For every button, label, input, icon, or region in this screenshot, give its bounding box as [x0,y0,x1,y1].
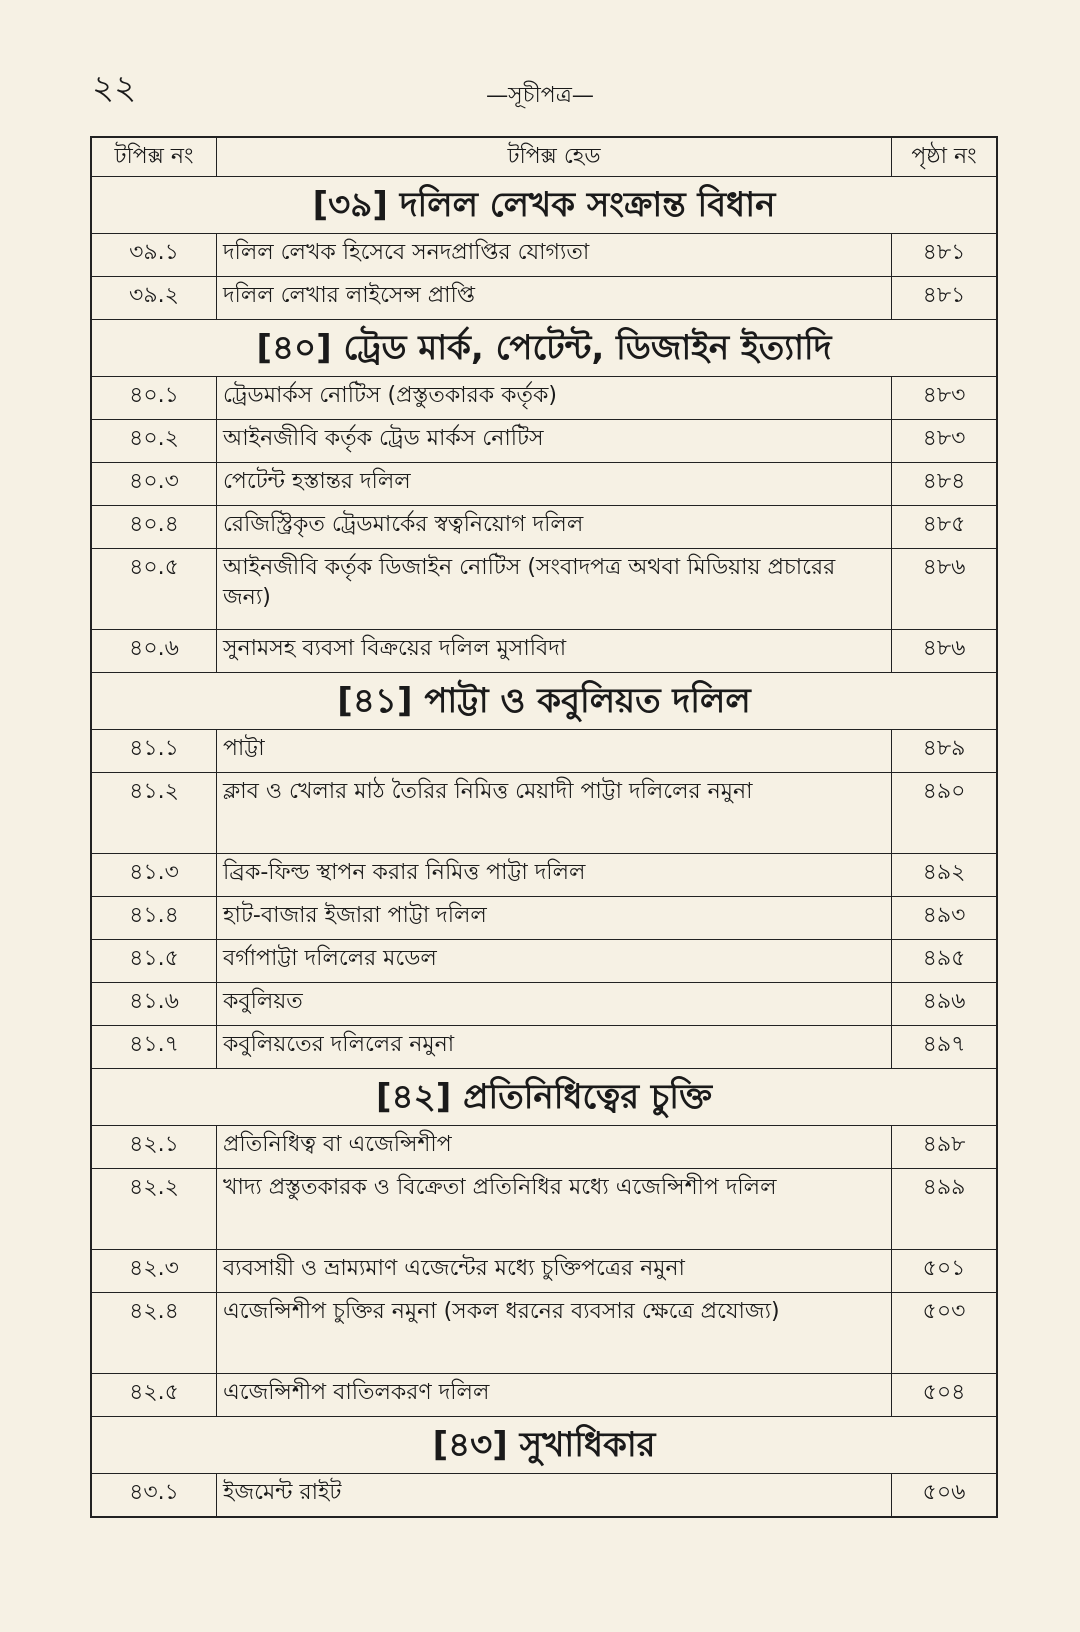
page-no: ৪৯৯ [892,1169,998,1250]
page-no: ৫০৪ [892,1374,998,1417]
table-row [91,630,997,673]
table-row [91,420,997,463]
topic-head: রেজিস্ট্রিকৃত ট্রেডমার্কের স্বত্বনিয়োগ দলিল [217,506,892,549]
topic-head: পাট্টা [217,730,892,773]
topic-head: প্রতিনিধিত্ব বা এজেন্সিশীপ [217,1126,892,1169]
page-no: ৪৮১ [892,234,998,277]
page-no: ৪৯৮ [892,1126,998,1169]
topic-head: সুনামসহ ব্যবসা বিক্রয়ের দলিল মুসাবিদা [217,630,892,673]
section-heading: [৩৯] দলিল লেখক সংক্রান্ত বিধান [91,177,997,234]
page-title: —সূচীপত্র— [486,83,594,108]
table-row [91,1374,997,1417]
topic-no: ৪২.২ [91,1169,217,1250]
topic-head: খাদ্য প্রস্তুতকারক ও বিক্রেতা প্রতিনিধির মধ্যে এজেন্সিশীপ দলিল [217,1169,892,1250]
section-heading-row [91,1069,997,1126]
column-header-page-no: পৃষ্ঠা নং [892,137,998,177]
section-heading: [৪২] প্রতিনিধিত্বের চুক্তি [91,1069,997,1126]
topic-no: ৩৯.২ [91,277,217,320]
topic-no: ৪২.৫ [91,1374,217,1417]
table-row [91,1169,997,1250]
topic-head: পেটেন্ট হস্তান্তর দলিল [217,463,892,506]
topic-head: এজেন্সিশীপ বাতিলকরণ দলিল [217,1374,892,1417]
table-row [91,463,997,506]
table-row [91,897,997,940]
page-no: ৫০১ [892,1250,998,1293]
topic-no: ৪২.৪ [91,1293,217,1374]
section-heading-row [91,1417,997,1474]
page-no: ৪৯৩ [892,897,998,940]
topic-head: দলিল লেখার লাইসেন্স প্রাপ্তি [217,277,892,320]
table-row [91,940,997,983]
section-heading: [৪১] পাট্টা ও কবুলিয়ত দলিল [91,673,997,730]
table-row [91,377,997,420]
topic-head: কবুলিয়ত [217,983,892,1026]
table-row [91,983,997,1026]
table-row [91,549,997,630]
topic-head: ক্লাব ও খেলার মাঠ তৈরির নিমিত্ত মেয়াদী পাট্টা দলিলের নমুনা [217,773,892,854]
section-heading: [৪০] ট্রেড মার্ক, পেটেন্ট, ডিজাইন ইত্যাদি [91,320,997,377]
topic-no: ৩৯.১ [91,234,217,277]
table-row [91,730,997,773]
topic-no: ৪১.৪ [91,897,217,940]
topic-head: ট্রেডমার্কস নোটিস (প্রস্তুতকারক কর্তৃক) [217,377,892,420]
section-heading-row [91,177,997,234]
table-row [91,277,997,320]
topic-head: হাট-বাজার ইজারা পাট্টা দলিল [217,897,892,940]
page-no: ৪৮৩ [892,377,998,420]
topic-no: ৪২.৩ [91,1250,217,1293]
topic-head: ব্রিক-ফিল্ড স্থাপন করার নিমিত্ত পাট্টা দলিল [217,854,892,897]
page-no: ৪৮৬ [892,630,998,673]
section-heading-row [91,320,997,377]
column-header-topic-no: টপিক্স নং [91,137,217,177]
table-header-row [91,137,997,177]
page-no: ৪৯৫ [892,940,998,983]
topic-no: ৪০.৪ [91,506,217,549]
toc-table [90,136,998,1518]
page-no: ৫০৬ [892,1474,998,1518]
page-no: ৪৮৫ [892,506,998,549]
page-no: ৪৮৪ [892,463,998,506]
topic-head: ইজমেন্ট রাইট [217,1474,892,1518]
page-no: ৪৯৬ [892,983,998,1026]
topic-head: ব্যবসায়ী ও ভ্রাম্যমাণ এজেন্টের মধ্যে চুক্তিপত্রের নমুনা [217,1250,892,1293]
topic-no: ৪১.৩ [91,854,217,897]
topic-head: দলিল লেখক হিসেবে সনদপ্রাপ্তির যোগ্যতা [217,234,892,277]
topic-head: কবুলিয়তের দলিলের নমুনা [217,1026,892,1069]
table-row [91,854,997,897]
page-no: ৪৯২ [892,854,998,897]
topic-head: এজেন্সিশীপ চুক্তির নমুনা (সকল ধরনের ব্যবসার ক্ষেত্রে প্রযোজ্য) [217,1293,892,1374]
page-no: ৪৮৬ [892,549,998,630]
topic-no: ৪০.১ [91,377,217,420]
topic-no: ৪১.৭ [91,1026,217,1069]
table-row [91,773,997,854]
page-no: ৪৯০ [892,773,998,854]
topic-no: ৪৩.১ [91,1474,217,1518]
column-header-topic-head: টপিক্স হেড [217,137,892,177]
page-number: ২২ [92,68,137,108]
table-row [91,1293,997,1374]
topic-no: ৪১.৫ [91,940,217,983]
topic-head: আইনজীবি কর্তৃক ডিজাইন নোটিস (সংবাদপত্র অথবা মিডিয়ায় প্রচারের জন্য) [217,549,892,630]
topic-no: ৪২.১ [91,1126,217,1169]
topic-no: ৪০.৫ [91,549,217,630]
table-row [91,1250,997,1293]
page-no: ৫০৩ [892,1293,998,1374]
table-row [91,1026,997,1069]
topic-no: ৪১.১ [91,730,217,773]
page-no: ৪৮১ [892,277,998,320]
table-row [91,234,997,277]
table-row [91,1126,997,1169]
table-row [91,506,997,549]
section-heading: [৪৩] সুখাধিকার [91,1417,997,1474]
page-no: ৪৯৭ [892,1026,998,1069]
section-heading-row [91,673,997,730]
topic-no: ৪১.২ [91,773,217,854]
page-no: ৪৮৯ [892,730,998,773]
table-row [91,1474,997,1518]
topic-no: ৪০.৩ [91,463,217,506]
topic-no: ৪০.৬ [91,630,217,673]
topic-no: ৪১.৬ [91,983,217,1026]
topic-head: আইনজীবি কর্তৃক ট্রেড মার্কস নোটিস [217,420,892,463]
topic-no: ৪০.২ [91,420,217,463]
topic-head: বর্গাপাট্টা দলিলের মডেল [217,940,892,983]
page-no: ৪৮৩ [892,420,998,463]
